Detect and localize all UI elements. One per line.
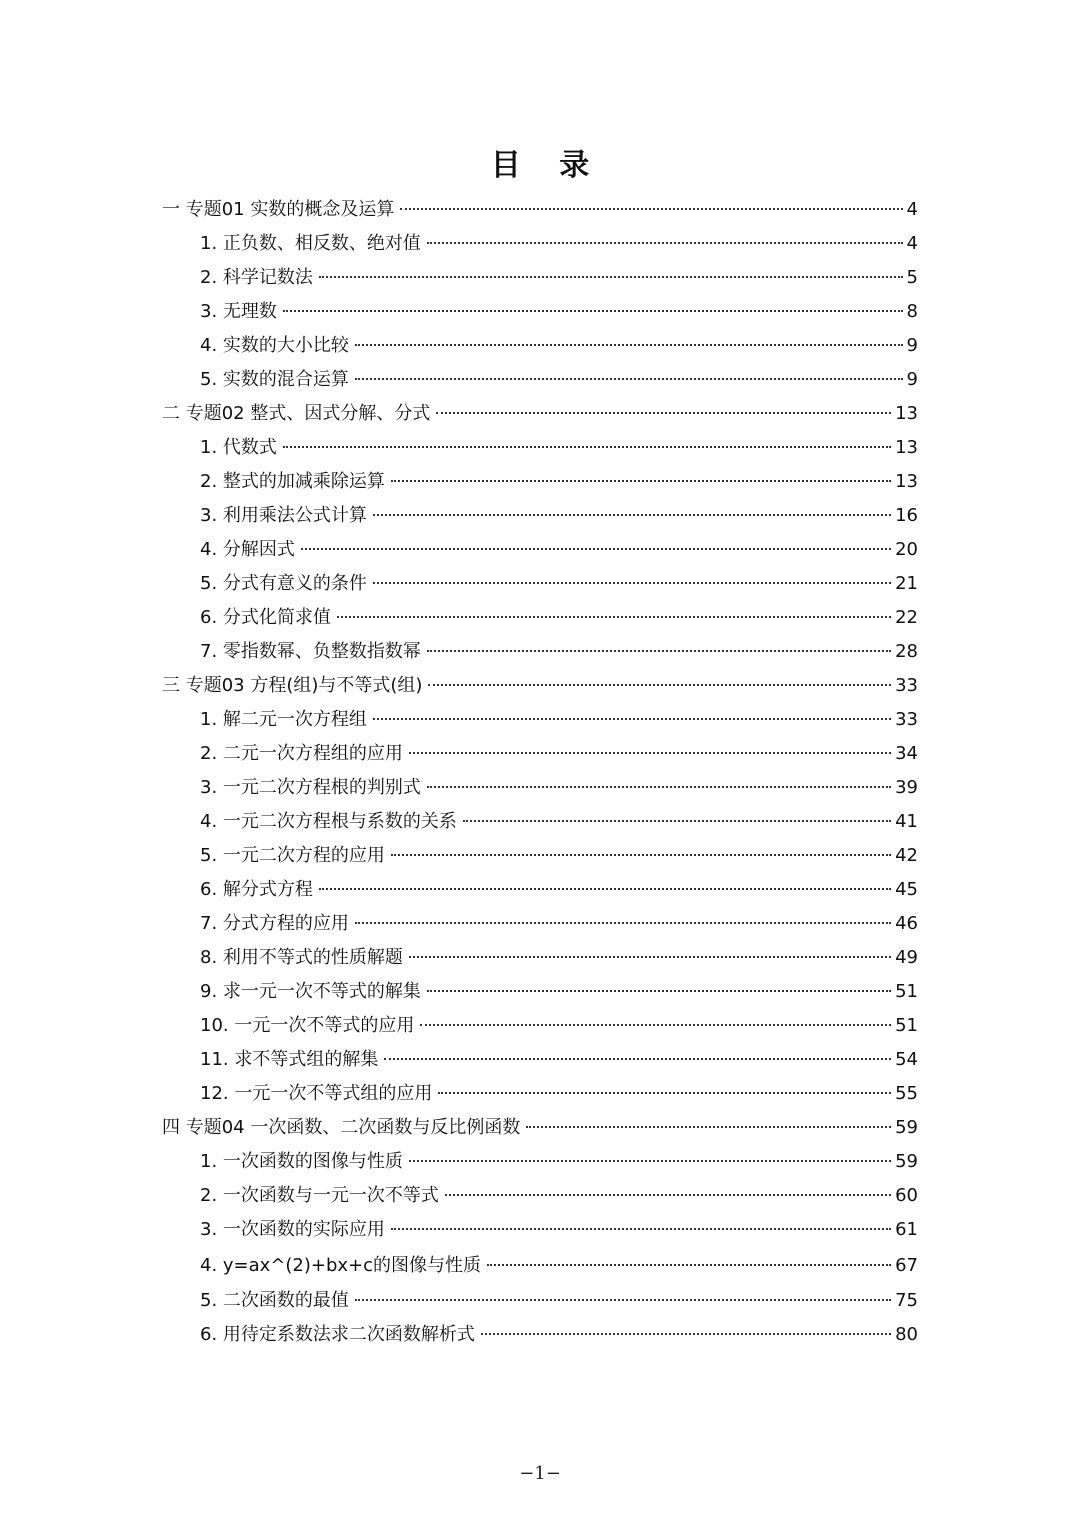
dot-leader [283, 310, 903, 312]
toc-entry-title: 四 专题04 一次函数、二次函数与反比例函数 [162, 1117, 521, 1138]
dot-leader [445, 1194, 891, 1196]
toc-entry-page-number: 33 [895, 709, 918, 730]
toc-section-entry[interactable] [162, 805, 918, 839]
dot-leader [409, 1160, 891, 1162]
toc-entry-page-number: 67 [895, 1255, 918, 1276]
toc-entry-page-number: 21 [895, 573, 918, 594]
toc-chapter-entry[interactable] [162, 397, 918, 431]
toc-section-entry[interactable] [162, 431, 918, 465]
toc-entry-title: 8. 利用不等式的性质解题 [200, 947, 403, 968]
toc-entry-page-number: 16 [895, 505, 918, 526]
dot-leader [391, 1228, 891, 1230]
toc-entry-page-number: 13 [895, 403, 918, 424]
toc-entry-page-number: 75 [895, 1290, 918, 1311]
toc-entry-title: 二 专题02 整式、因式分解、分式 [162, 403, 431, 424]
toc-entry-page-number: 34 [895, 743, 918, 764]
toc-entry-page-number: 9 [906, 369, 918, 390]
dot-leader [436, 412, 891, 414]
toc-section-entry[interactable] [162, 261, 918, 295]
toc-section-entry[interactable] [162, 839, 918, 873]
dot-leader [301, 548, 891, 550]
toc-section-entry[interactable] [162, 567, 918, 601]
toc-section-entry[interactable] [162, 227, 918, 261]
dot-leader [355, 344, 903, 346]
toc-section-entry[interactable] [162, 941, 918, 975]
toc-entry-page-number: 4 [906, 233, 918, 254]
toc-entry-title: 3. 一次函数的实际应用 [200, 1219, 385, 1240]
toc-entry-title: 2. 一次函数与一元一次不等式 [200, 1185, 439, 1206]
toc-section-entry[interactable] [162, 1284, 918, 1318]
toc-entry-title: 6. 解分式方程 [200, 879, 313, 900]
toc-section-entry[interactable] [162, 601, 918, 635]
toc-section-entry[interactable] [162, 771, 918, 805]
dot-leader [384, 1058, 891, 1060]
toc-chapter-entry[interactable] [162, 669, 918, 703]
toc-section-entry[interactable] [162, 737, 918, 771]
toc-section-entry[interactable] [162, 703, 918, 737]
toc-entry-page-number: 80 [895, 1324, 918, 1345]
toc-entry-page-number: 51 [895, 1015, 918, 1036]
dot-leader [481, 1333, 891, 1335]
toc-section-entry[interactable] [162, 295, 918, 329]
toc-section-entry[interactable] [162, 873, 918, 907]
dot-leader [391, 480, 891, 482]
toc-entry-page-number: 54 [895, 1049, 918, 1070]
dot-leader [487, 1264, 891, 1266]
toc-section-entry[interactable] [162, 1043, 918, 1077]
toc-entry-title: 4. 分解因式 [200, 539, 295, 560]
toc-entry-page-number: 51 [895, 981, 918, 1002]
dot-leader [373, 718, 891, 720]
dot-leader [420, 1024, 891, 1026]
toc-entry-page-number: 8 [906, 301, 918, 322]
toc-entry-title: 5. 一元二次方程的应用 [200, 845, 385, 866]
toc-entry-title: 三 专题03 方程(组)与不等式(组) [162, 675, 423, 696]
table-of-contents [162, 193, 918, 1352]
toc-entry-page-number: 60 [895, 1185, 918, 1206]
toc-entry-title: 9. 求一元一次不等式的解集 [200, 981, 421, 1002]
dot-leader [373, 582, 891, 584]
dot-leader [409, 956, 891, 958]
toc-section-entry[interactable] [162, 1318, 918, 1352]
toc-entry-title: 3. 一元二次方程根的判别式 [200, 777, 421, 798]
toc-entry-title: 2. 科学记数法 [200, 267, 313, 288]
toc-entry-page-number: 13 [895, 437, 918, 458]
toc-entry-page-number: 55 [895, 1083, 918, 1104]
toc-entry-title: 4. 一元二次方程根与系数的关系 [200, 811, 457, 832]
dot-leader [283, 446, 891, 448]
toc-entry-page-number: 9 [906, 335, 918, 356]
toc-entry-page-number: 20 [895, 539, 918, 560]
toc-section-entry[interactable] [162, 1009, 918, 1043]
dot-leader [319, 888, 891, 890]
toc-entry-title: 4. y=ax^(2)+bx+c的图像与性质 [200, 1255, 482, 1276]
toc-entry-title: 3. 利用乘法公式计算 [200, 505, 367, 526]
toc-entry-title: 7. 分式方程的应用 [200, 913, 349, 934]
dot-leader [355, 922, 891, 924]
dot-leader [409, 752, 891, 754]
toc-entry-title: 1. 正负数、相反数、绝对值 [200, 233, 421, 254]
toc-entry-page-number: 59 [895, 1117, 918, 1138]
toc-entry-title: 12. 一元一次不等式组的应用 [200, 1083, 433, 1104]
toc-entry-page-number: 42 [895, 845, 918, 866]
toc-entry-title: 1. 解二元一次方程组 [200, 709, 367, 730]
dot-leader [319, 276, 903, 278]
toc-entry-title: 2. 整式的加减乘除运算 [200, 471, 385, 492]
toc-entry-page-number: 59 [895, 1151, 918, 1172]
toc-section-entry[interactable] [162, 1077, 918, 1111]
dot-leader [400, 208, 902, 210]
toc-entry-page-number: 41 [895, 811, 918, 832]
toc-entry-title: 一 专题01 实数的概念及运算 [162, 199, 395, 220]
dot-leader [355, 378, 903, 380]
dot-leader [355, 1299, 891, 1301]
toc-section-entry[interactable] [162, 465, 918, 499]
toc-entry-title: 5. 实数的混合运算 [200, 369, 349, 390]
toc-section-entry[interactable] [162, 1145, 918, 1179]
toc-entry-title: 2. 二元一次方程组的应用 [200, 743, 403, 764]
toc-entry-page-number: 45 [895, 879, 918, 900]
toc-entry-title: 11. 求不等式组的解集 [200, 1049, 379, 1070]
toc-entry-page-number: 5 [906, 267, 918, 288]
dot-leader [438, 1092, 891, 1094]
toc-section-entry[interactable] [162, 499, 918, 533]
toc-section-entry[interactable] [162, 975, 918, 1009]
toc-entry-title: 1. 代数式 [200, 437, 277, 458]
toc-entry-title: 4. 实数的大小比较 [200, 335, 349, 356]
toc-entry-title: 5. 二次函数的最值 [200, 1290, 349, 1311]
toc-section-entry[interactable] [162, 363, 918, 397]
dot-leader [463, 820, 891, 822]
toc-entry-title: 1. 一次函数的图像与性质 [200, 1151, 403, 1172]
toc-section-entry[interactable] [162, 1213, 918, 1247]
toc-entry-page-number: 61 [895, 1219, 918, 1240]
toc-section-entry[interactable] [162, 1179, 918, 1213]
toc-entry-page-number: 46 [895, 913, 918, 934]
toc-entry-title: 3. 无理数 [200, 301, 277, 322]
toc-section-entry[interactable] [162, 635, 918, 669]
dot-leader [337, 616, 891, 618]
dot-leader [427, 650, 891, 652]
dot-leader [427, 242, 903, 244]
dot-leader [526, 1126, 891, 1128]
toc-section-entry[interactable] [162, 533, 918, 567]
toc-entry-page-number: 33 [895, 675, 918, 696]
dot-leader [427, 990, 891, 992]
toc-entry-page-number: 39 [895, 777, 918, 798]
toc-entry-page-number: 4 [906, 199, 918, 220]
page-title: 目 录 [490, 148, 604, 183]
toc-section-entry[interactable] [162, 329, 918, 363]
toc-entry-page-number: 22 [895, 607, 918, 628]
dot-leader [391, 854, 891, 856]
dot-leader [373, 514, 891, 516]
toc-entry-title: 5. 分式有意义的条件 [200, 573, 367, 594]
toc-entry-page-number: 13 [895, 471, 918, 492]
dot-leader [427, 786, 891, 788]
toc-section-entry[interactable] [162, 1247, 918, 1284]
toc-entry-title: 7. 零指数幂、负整数指数幂 [200, 641, 421, 662]
page-number: −1− [519, 1463, 561, 1484]
toc-chapter-entry[interactable] [162, 1111, 918, 1145]
toc-entry-page-number: 28 [895, 641, 918, 662]
toc-entry-title: 6. 分式化简求值 [200, 607, 331, 628]
toc-section-entry[interactable] [162, 907, 918, 941]
toc-entry-title: 6. 用待定系数法求二次函数解析式 [200, 1324, 475, 1345]
toc-chapter-entry[interactable] [162, 193, 918, 227]
toc-entry-title: 10. 一元一次不等式的应用 [200, 1015, 415, 1036]
dot-leader [428, 684, 891, 686]
toc-entry-page-number: 49 [895, 947, 918, 968]
